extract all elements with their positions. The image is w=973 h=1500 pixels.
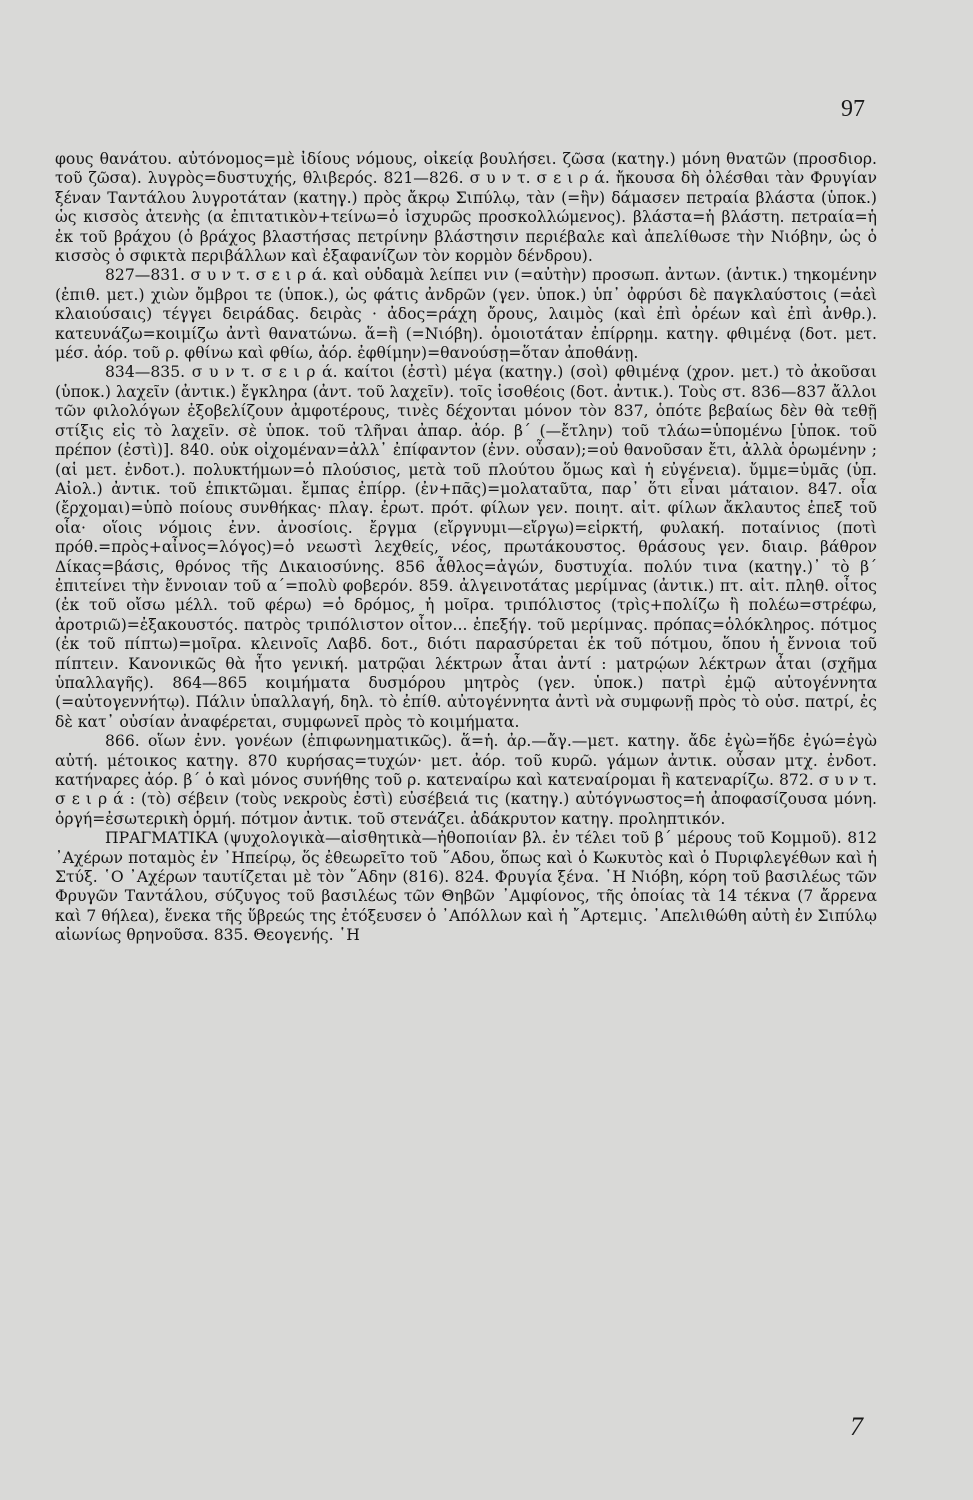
- paragraph-3: 834—835. σ υ ν τ. σ ε ι ρ ά. καίτοι (ἐστὶ) μέγα (κατηγ.) (σοὶ) φθιμένᾳ (χρον. μετ.) τὸ ἀκοῦσαι (ὑποκ.) λαχεῖν (ἀντικ.) ἔγκληρα (ἀντ. τοῦ λαχεῖν). τοῖς ἰσοθέοις (δοτ. ἀντικ.). Τοὺς στ. 836—837 ἄλλοι τῶν φιλολόγων ἐξοβελίζουν ἀμφοτέρους, τινὲς δέχονται μόνον τὸν 837, ὁπότε βεβαίως δὲν θὰ τεθῇ στίξις εἰς τὸ λαχεῖν. σὲ ὑποκ. τοῦ τλῆναι ἀπαρ. ἀόρ. β΄ (—ἔτλην) τοῦ τλάω=ὑπομένω [ὑποκ. τοῦ πρέπον (ἐστὶ)]. 840. οὐκ οἰχομέναν=ἀλλ᾽ ἐπίφαντον (ἐνν. οὖσαν);=οὐ θανοῦσαν ἔτι, ἀλλὰ ὁρωμένην ; (αἱ μετ. ἐνδοτ.). πολυκτήμων=ὁ πλούσιος, μετὰ τοῦ πλούτου ὅμως καὶ ἡ εὐγένεια). ὔμμε=ὑμᾶς (ὑπ. Αἰολ.) ἀντικ. τοῦ ἐπικτῶμαι. ἔμπας ἐπίρρ. (ἐν+πᾶς)=μολαταῦτα, παρ᾽ ὅτι εἶναι μάταιον. 847. οἷα (ἔρχομαι)=ὑπὸ ποίους συνθήκας· πλαγ. ἐρωτ. πρότ. φίλων γεν. ποιητ. αἰτ. φίλων ἄκλαυτος ἐπεξ τοῦ οἷα· οἵοις νόμοις ἐνν. ἀνοσίοις. ἔργμα (εἴργνυμι—εἴργω)=εἱρκτή, φυλακή. ποταίνιος (ποτὶ πρόθ.=πρὸς+αἶνος=λόγος)=ὁ νεωστὶ λεχθείς, νέος, πρωτάκουστος. θράσους γεν. διαιρ. βάθρον Δίκας=βάσις, θρόνος τῆς Δικαιοσύνης. 856 ἆθλος=ἀγών, δυστυχία. πολύν τινα (κατηγ.)᾽ τὸ β΄ ἐπιτείνει τὴν ἔννοιαν τοῦ α΄=πολὺ φοβερόν. 859. ἀλγεινοτάτας μερίμνας (ἀντικ.) πτ. αἰτ. πληθ. οἶτος (ἐκ τοῦ οἴσω μέλλ. τοῦ φέρω) =ὁ δρόμος, ἡ μοῖρα. τριπόλιστος (τρὶς+πολίζω ἢ πολέω=στρέφω, ἀροτριῶ)=ἐξακουστός. πατρὸς τριπόλιστον οἶτον... ἐπεξήγ. τοῦ μερίμνας. πρόπας=ὁλόκληρος. πότμος (ἐκ τοῦ πίπτω)=μοῖρα. κλεινοῖς Λαβδ. δοτ., διότι παρασύρεται ἐκ τοῦ πότμου, ὅπου ἡ ἔννοια τοῦ πίπτειν. Κανονικῶς θὰ ἦτο γενική. ματρῷαι λέκτρων ἆται ἀντί : ματρῴων λέκτρων ἆται (σχῆμα ὑπαλλαγῆς). 864—865 κοιμήματα δυσμόρου μητρὸς (γεν. ὑποκ.) πατρὶ ἐμῷ αὐτογέννητα (=αὐτογεννήτῳ). Πάλιν ὑπαλλαγή, δηλ. τὸ ἐπίθ. αὐτογέννητα ἀντὶ νὰ συμφωνῇ πρὸς τὸ οὐσ. πατρί, ἐς δὲ κατ᾽ οὐσίαν ἀναφέρεται, συμφωνεῖ πρὸς τὸ κοιμήματα.: [55, 363, 877, 731]
- signature-mark: 7: [850, 1412, 863, 1441]
- paragraph-1: φους θανάτου. αὐτόνομος=μὲ ἰδίους νόμους, οἰκείᾳ βουλήσει. ζῶσα (κατηγ.) μόνη θνατῶν (προσδιορ. τοῦ ζῶσα). λυγρὸς=δυστυχής, θλιβερός. 821—826. σ υ ν τ. σ ε ι ρ ά. ἤκουσα δὴ ὀλέσθαι τὰν Φρυγίαν ξέναν Ταντάλου λυγροτάταν (κατηγ.) πρὸς ἄκρῳ Σιπύλῳ, τὰν (=ἣν) δάμασεν πετραία βλάστα (ὑποκ.) ὡς κισσὸς ἀτενὴς (α ἐπιτατικὸν+τείνω=ὁ ἰσχυρῶς προσκολλώμενος). βλάστα=ἡ βλάστη. πετραία=ἡ ἐκ τοῦ βράχου (ὁ βράχος βλαστήσας πετρίνην βλάστησιν περιέβαλε καὶ ἀπελίθωσε τὴν Νιόβην, ὡς ὁ κισσὸς ὁ σφικτὰ περιβάλλων καὶ ἐξαφανίζων τὸν κορμὸν δένδρου).: [55, 150, 877, 266]
- paragraph-5: ΠΡΑΓΜΑΤΙΚΑ (ψυχολογικὰ—αἰσθητικὰ—ἠθοποιίαν βλ. ἐν τέλει τοῦ β΄ μέρους τοῦ Κομμοῦ). 812 ᾽Αχέρων ποταμὸς ἐν ᾽Ηπείρῳ, ὅς ἐθεωρεῖτο τοῦ ῞Αδου, ὅπως καὶ ὁ Κωκυτὸς καὶ ὁ Πυριφλεγέθων καὶ ἡ Στύξ. ῾Ο ᾽Αχέρων ταυτίζεται μὲ τὸν ῞Αδην (816). 824. Φρυγία ξένα. ῾Η Νιόβη, κόρη τοῦ βασιλέως τῶν Φρυγῶν Ταντάλου, σύζυγος τοῦ βασιλέως τῶν Θηβῶν ᾽Αμφίονος, τῆς ὁποίας τὰ 14 τέκνα (7 ἄρρενα καὶ 7 θήλεα), ἕνεκα τῆς ὕβρεώς της ἐτόξευσεν ὁ ᾽Απόλλων καὶ ἡ ῎Αρτεμις. ᾽Απελιθώθη αὐτὴ ἐν Σιπύλῳ αἰωνίως θρηνοῦσα. 835. Θεογενής. ῾Η: [55, 829, 877, 945]
- page-number: 97: [841, 96, 865, 122]
- commentary-text: [55, 150, 877, 946]
- paragraph-2: 827—831. σ υ ν τ. σ ε ι ρ ά. καὶ οὐδαμὰ λείπει νιν (=αὐτὴν) προσωπ. ἀντων. (ἀντικ.) τηκομένην (ἐπιθ. μετ.) χιὼν ὄμβροι τε (ὑποκ.), ὡς φάτις ἀνδρῶν (γεν. ὑποκ.) ὑπ᾽ ὀφρύσι δὲ παγκλαύστοις (=ἀεὶ κλαιούσαις) τέγγει δειράδας. δειρὰς · ἀδος=ράχη ὄρους, λαιμὸς (καὶ ἐπὶ ὀρέων καὶ ἐπὶ ἀνθρ.). κατευνάζω=κοιμίζω ἀντὶ θανατώνω. ἅ=ἣ (=Νιόβη). ὁμοιοτάταν ἐπίρρημ. κατηγ. φθιμένᾳ (δοτ. μετ. μέσ. ἀόρ. τοῦ ρ. φθίνω καὶ φθίω, ἀόρ. ἐφθίμην)=θανούσῃ=ὅταν ἀποθάνῃ.: [55, 266, 877, 363]
- paragraph-4: 866. οἵων ἐνν. γονέων (ἐπιφωνηματικῶς). ἅ=ἡ. ἀρ.—ἄγ.—μετ. κατηγ. ἄδε ἐγὼ=ἥδε ἐγώ=ἐγὼ αὐτή. μέτοικος κατηγ. 870 κυρήσας=τυχών· μετ. ἀόρ. τοῦ κυρῶ. γάμων ἀντικ. οὖσαν μτχ. ἐνδοτ. κατήναρες ἀόρ. β΄ ὁ καὶ μόνος συνήθης τοῦ ρ. κατεναίρω καὶ κατεναίρομαι ἢ κατεναρίζω. 872. σ υ ν τ. σ ε ι ρ ά : (τὸ) σέβειν (τοὺς νεκροὺς ἐστὶ) εὐσέβειά τις (κατηγ.) αὐτόγνωστος=ἡ ἀποφασίζουσα μόνη. ὀργή=ἐσωτερικὴ ὁρμή. πότμον ἀντικ. τοῦ στενάζει. ἀδάκρυτον κατηγ. προληπτικόν.: [55, 732, 877, 828]
